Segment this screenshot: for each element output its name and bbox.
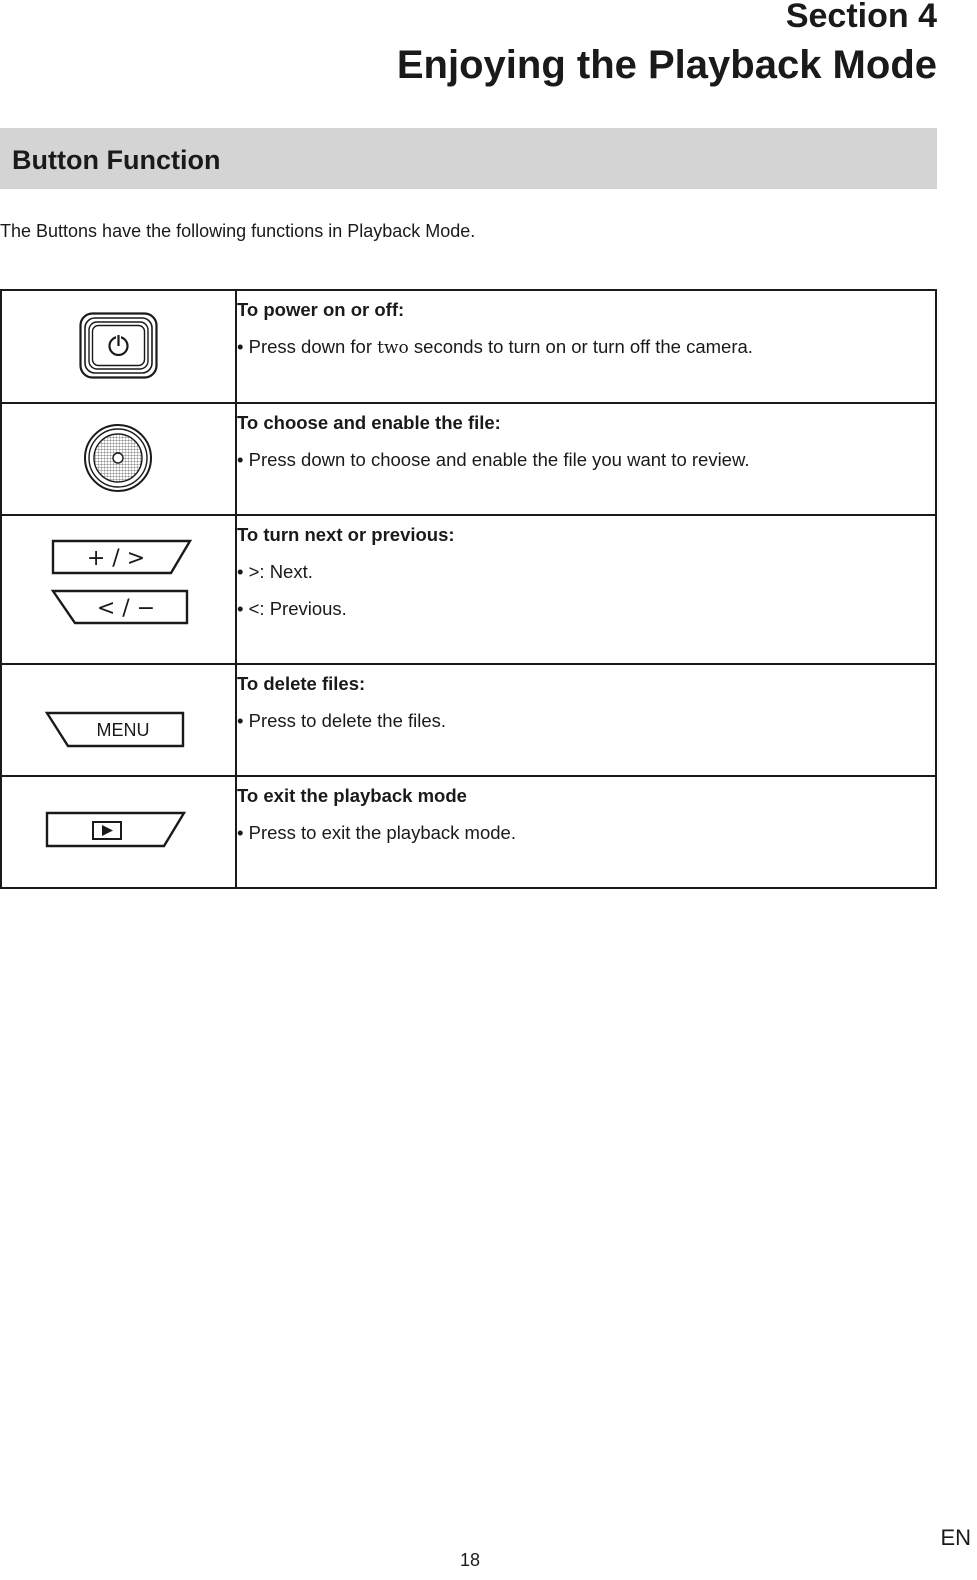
icon-cell [1,403,236,515]
description-cell [236,776,936,888]
table-row [1,403,936,515]
description-cell [236,664,936,776]
subheader-title: Button Function [12,145,221,175]
row-title: To turn next or previous: [237,524,455,545]
table-row [1,776,936,888]
row-title: To power on or off: [237,299,405,320]
icon-cell [1,776,236,888]
svg-text:MENU: MENU [96,720,150,740]
section-number: Section 4 [785,0,937,35]
power-button-icon [79,312,159,380]
ok-button-icon [83,422,153,494]
table-row [1,515,936,664]
description-cell [236,290,936,403]
svg-text:< / −: < / − [96,596,156,621]
button-function-table [0,289,937,889]
row-title: To delete files: [237,673,366,694]
svg-text:+ / >: + / > [86,546,146,571]
playback-button-icon [44,809,188,851]
row-title: To choose and enable the file: [237,412,501,433]
icon-cell [1,290,236,403]
row-description: • Press down for two seconds to turn on or turn off the camera. [237,336,753,358]
row-description: • >: Next. [237,561,313,582]
table-row [1,290,936,403]
language-label: EN [940,1525,971,1550]
description-cell [236,515,936,664]
intro-text: The Buttons have the following functions in Playback Mode. [0,221,476,241]
description-cell [236,403,936,515]
subheader-bar [0,128,937,189]
row-title: To exit the playback mode [237,785,467,806]
icon-cell [1,515,236,664]
page-title: Enjoying the Playback Mode [396,43,937,87]
page-number: 18 [459,1550,481,1570]
icon-cell [1,664,236,776]
table-row [1,664,936,776]
row-description: • Press down to choose and enable the file you want to review. [237,449,750,470]
row-description: • Press to exit the playback mode. [237,822,516,843]
plus-next-button-icon [50,537,194,579]
row-description: • Press to delete the files. [237,710,447,731]
row-description: • <: Previous. [237,598,347,619]
previous-minus-button-icon [50,587,194,629]
menu-button-icon [44,709,188,751]
